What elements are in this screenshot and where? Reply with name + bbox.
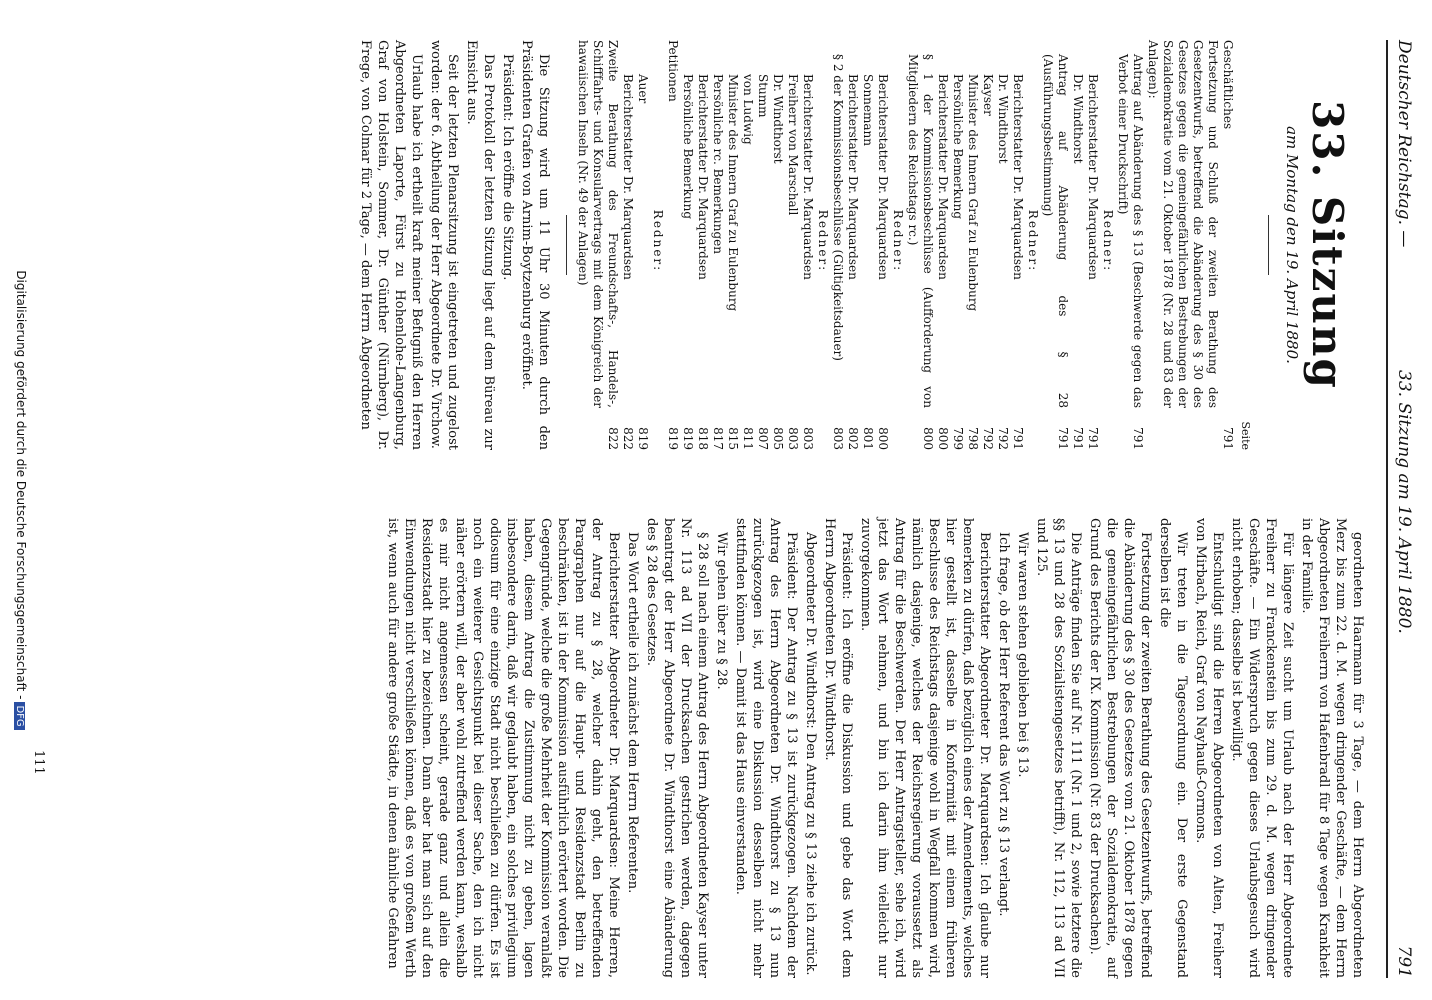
toc-row — [710, 40, 725, 450]
left-column — [355, 40, 1366, 450]
toc-entry-page: 803 — [831, 427, 845, 450]
paragraph: Die Sitzung wird um 11 Uhr 30 Minuten durch den Präsidenten Grafen von Arnim-Boytzenburg eröffnet. — [519, 40, 551, 450]
toc-entry-text: Berichterstatter Dr. Marquardsen — [621, 74, 635, 280]
digitization-credit — [14, 30, 28, 970]
credit-text: Digitalisierung gefördert durch die Deutsche Forschungsgemeinschaft - — [14, 270, 28, 700]
toc-entry-page: 800 — [936, 427, 950, 450]
title-rule — [1268, 215, 1269, 275]
toc-entry-page: 791 — [1071, 427, 1085, 450]
toc-entry-page: 791 — [1131, 427, 1145, 450]
toc-entry-page: 791 — [1221, 427, 1235, 450]
paragraph: Wir gehen über zu § 28. — [714, 532, 729, 690]
toc-row — [1070, 40, 1085, 450]
paragraph: Das Wort ertheile ich zunächst dem Herrn Referenten. — [625, 532, 640, 894]
paragraph: Abgeordneter Dr. Windthorst: Den Antrag zu § 13 ziehe ich zurück. — [803, 532, 818, 976]
toc-entry-page: 802 — [846, 427, 860, 450]
toc-row — [1145, 40, 1220, 450]
toc-entry-text: von Ludwig — [741, 74, 755, 145]
toc-entry-text: Stumm — [756, 74, 770, 118]
toc-entry-text: Redner: — [1101, 209, 1115, 273]
toc-row — [740, 40, 755, 450]
toc-row — [935, 40, 950, 450]
toc-row — [785, 40, 800, 450]
toc-entry-text: Berichterstatter Dr. Marquardsen — [801, 74, 815, 280]
toc-entry-text: § 1 der Kommissionsbeschlüsse (Aufforderung von Mitgliedern des Reichstags rc.) — [906, 54, 935, 408]
toc-row — [1040, 40, 1070, 450]
toc-entry-text: Minister des Innern Graf zu Eulenburg — [966, 74, 980, 312]
toc-row — [965, 40, 980, 450]
paragraph: Für längere Zeit sucht um Urlaub nach der Herr Abgeordnete Freiherr zu Franckenstein bis zum 29. d. M. wegen dringender Geschäfte. — Ein Widerspruch gegen dieses Urlaubsgesuch wird nicht erhoben; dasselbe ist bewilligt. — [1229, 518, 1295, 978]
toc-entry-page: 791 — [1011, 427, 1025, 450]
toc-row — [680, 40, 695, 450]
toc-entry-text: Persönliche rc. Bemerkungen — [711, 74, 725, 254]
toc-entry-text: Persönliche Bemerkung — [681, 74, 695, 220]
paragraph: Berichterstatter Abgeordneter Dr. Marquardsen: Ich glaube nur bemerken zu dürfen, daß bezüglich eines der Amendements, welches hier gestellt ist, dasselbe in Konformität mit einem früheren Beschlusse des Reichstags dasjenige wohl in Wegfall kommen wird, nämlich dasjenige, welches der Reichsregierung voraussetzt als Antrag für die Beschwerden. Der Herr Antragsteller, sehe ich, wird jetzt das Wort nehmen, und bin ich darin ihm vielleicht nur zuvorgekommen. — [858, 518, 992, 978]
toc-entry-text: Antrag auf Abänderung des § 13 (Beschwerde gegen das Verbot einer Druckschrift) — [1116, 54, 1145, 408]
toc-seite-label: Seite — [1239, 421, 1252, 450]
dfg-logo: DFG — [14, 702, 25, 729]
toc-entry-page: 822 — [606, 427, 620, 450]
toc-entry-text: Dr. Windthorst — [771, 74, 785, 164]
toc-entry-page: 818 — [696, 427, 710, 450]
toc-entry-page: 803 — [786, 427, 800, 450]
toc-row — [950, 40, 965, 450]
toc-row — [830, 40, 845, 450]
toc-row — [800, 40, 815, 450]
table-of-contents — [575, 40, 1235, 450]
toc-entry-text: Kayser — [981, 74, 995, 116]
toc-entry-page: 815 — [726, 427, 740, 450]
toc-entry-page: 819 — [666, 427, 680, 450]
paragraph: Die Anträge finden Sie auf Nr. 111 (Nr. 1 und 2, sowie letztere die §§ 13 und 28 des Sozialistengesetzes betrifft), Nr. 112, 113 ad VII und 125. — [1034, 518, 1083, 978]
toc-row — [890, 40, 905, 450]
toc-entry-page: 792 — [981, 427, 995, 450]
toc-row — [575, 40, 620, 450]
toc-row — [1025, 40, 1040, 450]
toc-entry-text: Berichterstatter Dr. Marquardsen — [1086, 74, 1100, 280]
toc-entry-text: Sonnemann — [861, 74, 875, 146]
toc-entry-text: Minister des Innern Graf zu Eulenburg — [726, 74, 740, 312]
paragraph: Präsident: Ich eröffne die Sitzung. — [500, 54, 515, 281]
toc-entry-text: Redner: — [651, 209, 665, 273]
toc-entry-page: 817 — [711, 427, 725, 450]
paragraph: geordneten Haarmann für 3 Tage, — dem Herrn Abgeordneten Merz bis zum 22. d. M. wegen dringender Geschäfte, — dem Herrn Abgeordneten Freiherrn von Hafenbradl für 8 Tage wegen Krankheit in der Familie. — [1299, 518, 1365, 978]
toc-entry-page: 807 — [756, 427, 770, 450]
toc-row — [1115, 40, 1145, 450]
right-body-text — [384, 518, 1366, 978]
left-body-text — [357, 40, 552, 450]
toc-row — [650, 40, 665, 450]
toc-entry-page: 811 — [741, 427, 755, 450]
toc-entry-text: Redner: — [891, 209, 905, 273]
toc-entry-text: Berichterstatter Dr. Marquardsen — [846, 74, 860, 280]
toc-row — [1220, 40, 1235, 450]
toc-entry-text: Berichterstatter Dr. Marquardsen — [1011, 74, 1025, 280]
toc-row — [815, 40, 830, 450]
toc-entry-text: Geschäftliches — [1221, 40, 1235, 130]
running-head-left: Deutscher Reichstag. — — [1394, 40, 1414, 248]
toc-row — [695, 40, 710, 450]
paragraph: Berichterstatter Abgeordneter Dr. Marquardsen: Meine Herren, der Antrag zu § 28, welcher dahin geht, den betreffenden Paragraphen nur auf die Haupt- und Residenzstadt Berlin zu beschränken, ist in der Kommission ausführlich erörtert worden. Die Gegengründe, welche die große Mehrheit der Kommission veranlaßt haben, diesem Antrag die Zustimmung nicht zu geben, lagen insbesondere darin, daß wir geglaubt haben, ein solches privilegium odiosum für eine einzige Stadt nicht beschließen zu dürfen. Es ist noch ein weiterer Gesichtspunkt bei dieser Sache, den ich nicht näher erörtern will, der aber wohl zutreffend werden kann, weshalb es mir nicht angemessen scheint, gerade ganz und allein die Residenzstadt hier zu bezeichnen. Dann aber hat man sich auf den Einwendungen nicht verschließen können, daß es von großem Werth ist, wenn auch für andere große Städte, in denen ähnliche Gefahren — [385, 518, 621, 978]
toc-entry-text: Freiherr von Marschall — [786, 74, 800, 216]
toc-entry-page: 791 — [1086, 427, 1100, 450]
paragraph: Das Protokoll der letzten Sitzung liegt auf dem Büreau zur Einsicht aus. — [464, 40, 496, 450]
page-number: 791 — [1394, 945, 1414, 978]
session-date: am Montag den 19. April 1880. — [1283, 126, 1301, 364]
toc-row — [1100, 40, 1115, 450]
toc-row — [905, 40, 935, 450]
toc-row — [635, 40, 650, 450]
toc-entry-text: Persönliche Bemerkung — [951, 74, 965, 220]
toc-row — [770, 40, 785, 450]
toc-row — [1085, 40, 1100, 450]
toc-entry-text: Redner: — [816, 209, 830, 273]
toc-entry-page: 819 — [681, 427, 695, 450]
paragraph: Entschuldigt sind die Herren Abgeordneten von Alten, Freiherr von Mirbach, Reich, Graf von Nayhauß-Cormons. — [1193, 518, 1225, 978]
right-column — [382, 518, 1366, 978]
toc-entry-page: 801 — [861, 427, 875, 450]
toc-entry-page: 799 — [951, 427, 965, 450]
paragraph: Präsident: Der Antrag zu § 13 ist zurückgezogen. Nachdem der Antrag des Herrn Abgeordneten Dr. Windthorst zu § 13 nun zurückgezogen ist, wird eine Diskussion desselben nicht mehr stattfinden können. — Damit ist das Haus einverstanden. — [733, 518, 799, 978]
toc-row — [1010, 40, 1025, 450]
toc-entry-page: 803 — [801, 427, 815, 450]
running-head-center: 33. Sitzung am 19. April 1880. — [1394, 370, 1414, 634]
toc-rule — [566, 215, 567, 275]
paragraph: Wir waren stehen geblieben bei § 13. — [1015, 532, 1030, 778]
toc-row — [875, 40, 890, 450]
toc-entry-page: 791 — [1056, 427, 1070, 450]
toc-row — [665, 40, 680, 450]
toc-entry-text: Berichterstatter Dr. Marquardsen — [876, 74, 890, 280]
toc-entry-text: Dr. Windthorst — [996, 74, 1010, 164]
toc-entry-page: 792 — [996, 427, 1010, 450]
toc-entry-page: 800 — [876, 427, 890, 450]
toc-row — [755, 40, 770, 450]
paragraph: § 28 soll nach einem Antrag des Herrn Abgeordneten Kayser unter Nr. 113 ad VII der Drucksachen gestrichen werden, dagegen beantragt der Herr Abgeordnete Dr. Windthorst eine Abänderung des § 28 des Gesetzes. — [644, 518, 710, 978]
toc-entry-text: Antrag auf Abänderung des § 28 (Ausführungsbestimmung) — [1041, 54, 1070, 408]
toc-entry-text: Dr. Windthorst — [1071, 74, 1085, 164]
toc-entry-page: 800 — [921, 427, 935, 450]
toc-entry-text: Petitionen — [666, 40, 680, 102]
paragraph: Urlaub habe ich ertheilt kraft meiner Befugniß den Herren Abgeordneten Laporte, Fürst zu Hohenlohe-Langenburg, Graf von Holstein, Sommer, Dr. Günther (Nürnberg), Dr. Frege, von Colmar für 2 Tage, — dem Herrn Abgeordneten — [358, 40, 424, 450]
signature-mark: 111 — [31, 750, 46, 775]
paragraph: Fortsetzung der zweiten Berathung des Gesetzentwurfs, betreffend die Abänderung des § 30 des Gesetzes vom 21. Oktober 1878 gegen die gemeingefährlichen Bestrebungen der Sozialdemokratie, auf Grund des Berichts der IX. Kommission (Nr. 83 der Drucksachen). — [1087, 518, 1153, 978]
toc-entry-text: Redner: — [1026, 209, 1040, 273]
paragraph: Seit der letzten Plenarsitzung ist eingetreten und zugelost worden: der 6. Abtheilung der Herr Abgeordnete Dr. Virchow. — [428, 40, 460, 450]
toc-entry-page: 805 — [771, 427, 785, 450]
toc-row — [725, 40, 740, 450]
toc-entry-text: Auer — [636, 74, 650, 104]
running-head — [1386, 40, 1418, 978]
paragraph: Präsident: Ich eröffne die Diskussion und gebe das Wort dem Herrn Abgeordneten Dr. Windthorst. — [822, 518, 854, 978]
toc-entry-page: 798 — [966, 427, 980, 450]
toc-entry-page: 819 — [636, 427, 650, 450]
paragraph: Ich frage, ob der Herr Referent das Wort zu § 13 verlangt. — [996, 532, 1011, 917]
session-title: 33. Sitzung — [1303, 100, 1352, 390]
toc-row — [980, 40, 995, 450]
paragraph: Wir treten in die Tagesordnung ein. Der erste Gegenstand derselben ist die — [1157, 518, 1189, 978]
toc-row — [860, 40, 875, 450]
toc-row — [620, 40, 635, 450]
toc-entry-text: Berichterstatter Dr. Marquardsen — [936, 74, 950, 280]
toc-row — [845, 40, 860, 450]
toc-entry-text: § 2 der Kommissionsbeschlüsse (Gültigkeitsdauer) — [831, 54, 845, 361]
toc-entry-page: 822 — [621, 427, 635, 450]
toc-entry-text: Berichterstatter Dr. Marquardsen — [696, 74, 710, 280]
toc-row — [995, 40, 1010, 450]
toc-entry-text: Zweite Berathung des Freundschafts-, Handels-, Schifffahrts- und Konsularvertrags mit dem Königreich der hawaiischen Inseln (Nr. 49 der Anlagen) — [576, 40, 620, 408]
toc-entry-text: Fortsetzung und Schluß der zweiten Berathung des Gesetzentwurfs, betreffend die Abänderung des § 30 des Gesetzes gegen die gemeingefährlichen Bestrebungen der Sozialdemokratie vom 21. Oktober 1878 (Nr. 28 und 83 der Anlagen): — [1146, 40, 1220, 408]
